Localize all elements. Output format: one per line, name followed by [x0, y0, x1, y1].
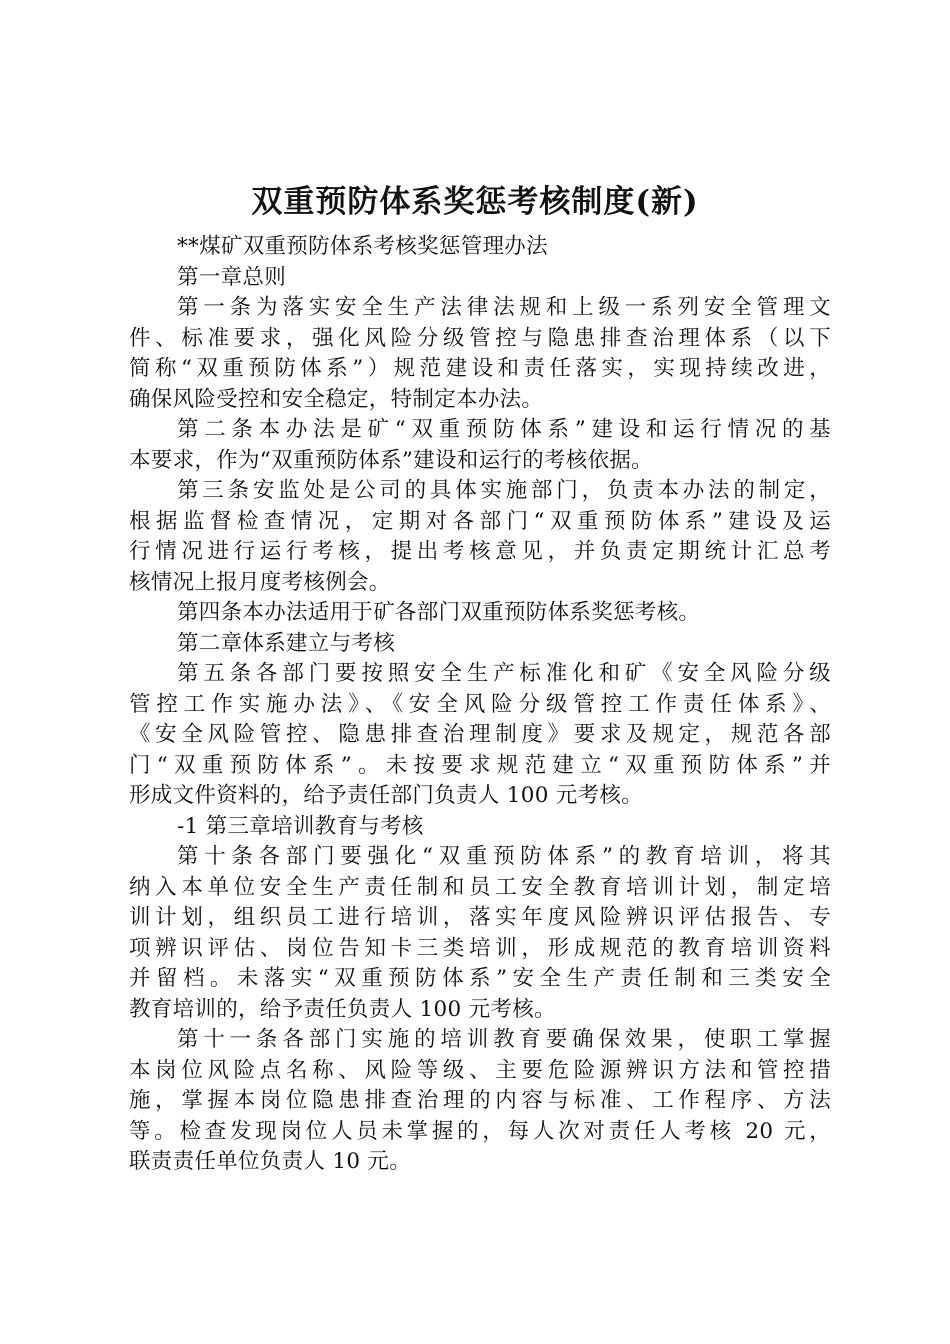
text-line: 简称“双重预防体系”）规范建设和责任落实，实现持续改进， [129, 356, 831, 381]
text-line: 并留档。未落实“双重预防体系”安全生产责任制和三类安全 [129, 966, 831, 991]
text-line: 第一章总则 [177, 264, 287, 290]
text-line: 行情况进行运行考核，提出考核意见，并负责定期统计汇总考 [129, 539, 831, 564]
text-line: 本岗位风险点名称、风险等级、主要危险源辨识方法和管控措 [129, 1057, 831, 1083]
text-line: 等。检查发现岗位人员未掌握的，每人次对责任人考核 20 元， [129, 1118, 831, 1144]
document-title: 双重预防体系奖惩考核制度(新) [251, 184, 699, 220]
text-line: 件、标准要求，强化风险分级管控与隐患排查治理体系（以下 [129, 325, 831, 351]
text-line: -1 第三章培训教育与考核 [177, 813, 424, 839]
text-line: 第二条本办法是矿“双重预防体系”建设和运行情况的基 [177, 417, 831, 442]
document-body [129, 232, 831, 1178]
text-line: 本要求，作为“双重预防体系”建设和运行的考核依据。 [129, 447, 653, 473]
text-line: 第三条安监处是公司的具体实施部门，负责本办法的制定， [177, 478, 831, 503]
text-line: **煤矿双重预防体系考核奖惩管理办法 [177, 234, 548, 259]
text-line: 施，掌握本岗位隐患排查治理的内容与标准、工作程序、方法 [129, 1088, 831, 1113]
text-line: 第五条各部门要按照安全生产标准化和矿《安全风险分级 [177, 661, 831, 686]
text-line: 训计划，组织员工进行培训，落实年度风险辨识评估报告、专 [129, 905, 831, 930]
text-line: 第四条本办法适用于矿各部门双重预防体系奖惩考核。 [177, 600, 701, 625]
text-line: 核情况上报月度考核例会。 [129, 569, 391, 595]
text-line: 联责责任单位负责人 10 元。 [129, 1149, 412, 1174]
text-line: 确保风险受控和安全稳定，特制定本办法。 [129, 386, 544, 412]
text-line: 第二章体系建立与考核 [177, 630, 396, 656]
text-line: 第十一条各部门实施的培训教育要确保效果，使职工掌握 [177, 1027, 831, 1052]
text-line: 纳入本单位安全生产责任制和员工安全教育培训计划，制定培 [129, 874, 831, 900]
text-line: 门“双重预防体系”。未按要求规范建立“双重预防体系”并 [129, 752, 831, 778]
text-line: 第十条各部门要强化“双重预防体系”的教育培训，将其 [177, 844, 831, 869]
text-line: 根据监督检查情况，定期对各部门“双重预防体系”建设及运 [129, 508, 831, 534]
text-line: 第一条为落实安全生产法律法规和上级一系列安全管理文 [177, 295, 831, 320]
text-line: 《安全风险管控、隐患排查治理制度》要求及规定，规范各部 [129, 722, 831, 747]
text-line: 形成文件资料的，给予责任部门负责人 100 元考核。 [129, 783, 644, 808]
text-line: 管控工作实施办法》、《安全风险分级管控工作责任体系》、 [129, 691, 831, 717]
text-line: 项辨识评估、岗位告知卡三类培训，形成规范的教育培训资料 [129, 935, 831, 961]
text-line: 教育培训的，给予责任负责人 100 元考核。 [129, 996, 556, 1022]
